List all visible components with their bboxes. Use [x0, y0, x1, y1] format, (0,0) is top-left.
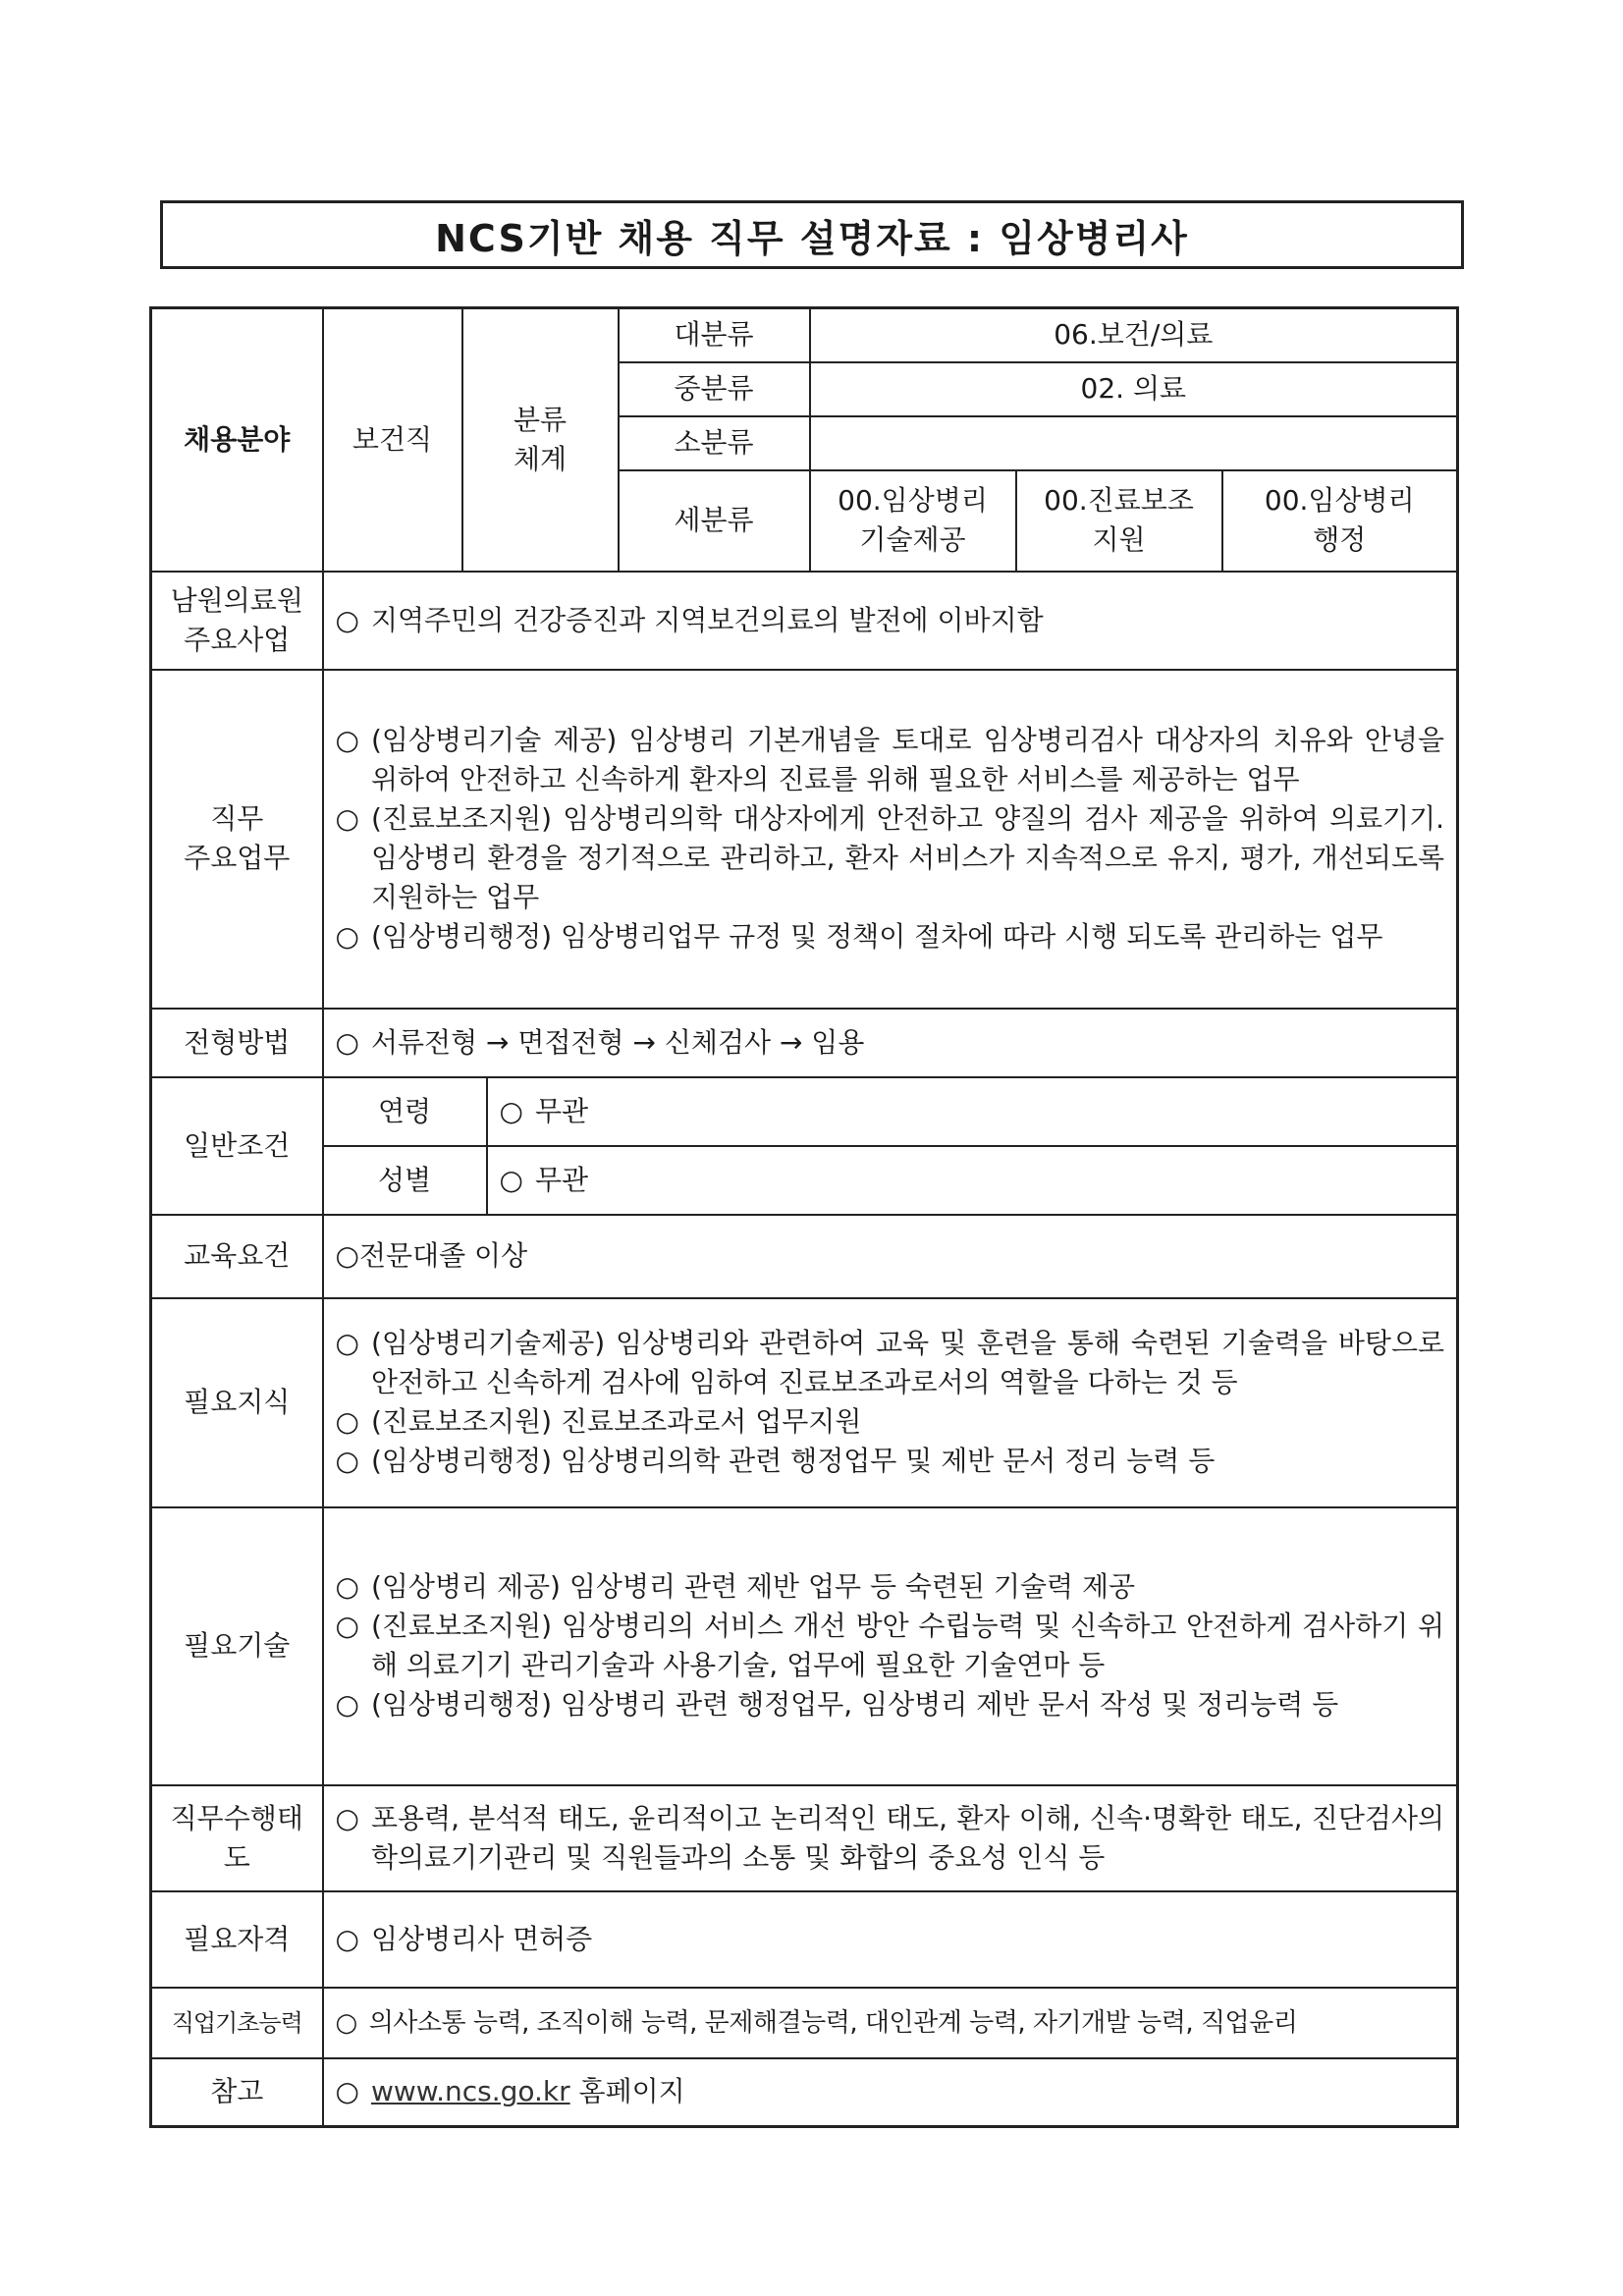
age-value: ○ 무관: [487, 1077, 1458, 1146]
license-label: 필요자격: [151, 1891, 323, 1988]
education-label: 교육요건: [151, 1215, 323, 1298]
org-content: ○ 지역주민의 건강증진과 지역보건의료의 발전에 이바지함: [323, 572, 1458, 670]
classification-label: [462, 308, 619, 572]
list-item: ○ (진료보조지원) 임상병리의학 대상자에게 안전하고 양질의 검사 제공을 위하여 의료기기. 임상병리 환경을 정기적으로 관리하고, 환자 서비스가 지속적으로 유지, 평가, 개선되도록 지원하는 업무: [335, 802, 1445, 913]
middle-value: 02. 의료: [810, 362, 1458, 416]
detail-support: 00.진료보조 지원: [1016, 470, 1222, 572]
basic-label: 직업기초능력: [151, 1988, 323, 2058]
duties-label: 직무 주요업무: [151, 670, 323, 1009]
skills-label: 필요기술: [151, 1507, 323, 1785]
minor-value: [810, 416, 1458, 470]
middle-label: 중분류: [619, 362, 810, 416]
knowledge-label: 필요지식: [151, 1298, 323, 1507]
skills-content: [323, 1507, 1458, 1785]
minor-label: 소분류: [619, 416, 810, 470]
attitude-content: ○ 포용력, 분석적 태도, 윤리적이고 논리적인 태도, 환자 이해, 신속·명확한 태도, 진단검사의학의료기기관리 및 직원들과의 소통 및 화합의 중요성 인식 등: [323, 1785, 1458, 1891]
list-item: ○ (임상병리행정) 임상병리업무 규정 및 정책이 절차에 따라 시행 되도록 관리하는 업무: [335, 920, 1383, 953]
major-value: 06.보건/의료: [810, 308, 1458, 362]
list-item: ○ (임상병리행정) 임상병리의학 관련 행정업무 및 제반 문서 정리 능력 등: [335, 1445, 1216, 1477]
basic-content: ○ 의사소통 능력, 조직이해 능력, 문제해결능력, 대인관계 능력, 자기개발 능력, 직업윤리: [323, 1988, 1458, 2058]
job-description-table: [149, 306, 1459, 2128]
reference-label: 참고: [151, 2058, 323, 2127]
list-item: ○ (진료보조지원) 진료보조과로서 업무지원: [335, 1405, 862, 1438]
classification-label-line1: 분류: [513, 403, 568, 436]
education-content: ○전문대졸 이상: [323, 1215, 1458, 1298]
knowledge-content: [323, 1298, 1458, 1507]
general-label: 일반조건: [151, 1077, 323, 1215]
age-label: 연령: [323, 1077, 487, 1146]
list-item: ○ (임상병리 제공) 임상병리 관련 제반 업무 등 숙련된 기술력 제공: [335, 1570, 1136, 1603]
list-item: ○ (임상병리기술 제공) 임상병리 기본개념을 토대로 임상병리검사 대상자의 치유와 안녕을 위하여 안전하고 신속하게 환자의 진료를 위해 필요한 서비스를 제공하는 업무: [335, 724, 1445, 795]
detail-admin: 00.임상병리 행정: [1222, 470, 1458, 572]
org-label: 남원의료원 주요사업: [151, 572, 323, 670]
list-item: ○ (임상병리기술제공) 임상병리와 관련하여 교육 및 훈련을 통해 숙련된 기술력을 바탕으로 안전하고 신속하게 검사에 임하여 진료보조과로서의 역할을 다하는 것 등: [335, 1327, 1445, 1398]
list-item: ○ (진료보조지원) 임상병리의 서비스 개선 방안 수립능력 및 신속하고 안전하게 검사하기 위해 의료기기 관리기술과 사용기술, 업무에 필요한 기술연마 등: [335, 1610, 1445, 1681]
gender-label: 성별: [323, 1146, 487, 1215]
classification-label-line2: 체계: [513, 442, 568, 475]
ncs-link[interactable]: www.ncs.go.kr: [370, 2075, 570, 2108]
process-content: ○ 서류전형 → 면접전형 → 신체검사 → 임용: [323, 1009, 1458, 1077]
detail-label: 세분류: [619, 470, 810, 572]
field-value: 보건직: [323, 308, 462, 572]
attitude-label: 직무수행태 도: [151, 1785, 323, 1891]
license-content: ○ 임상병리사 면허증: [323, 1891, 1458, 1988]
reference-content: ○ www.ncs.go.kr 홈페이지: [323, 2058, 1458, 2127]
field-label: 채용분야: [151, 308, 323, 572]
detail-clinical-tech: 00.임상병리 기술제공: [810, 470, 1016, 572]
document-title: NCS기반 채용 직무 설명자료 : 임상병리사: [160, 200, 1464, 269]
gender-value: ○ 무관: [487, 1146, 1458, 1215]
list-item: ○ (임상병리행정) 임상병리 관련 행정업무, 임상병리 제반 문서 작성 및 정리능력 등: [335, 1688, 1339, 1721]
major-label: 대분류: [619, 308, 810, 362]
duties-content: [323, 670, 1458, 1009]
process-label: 전형방법: [151, 1009, 323, 1077]
